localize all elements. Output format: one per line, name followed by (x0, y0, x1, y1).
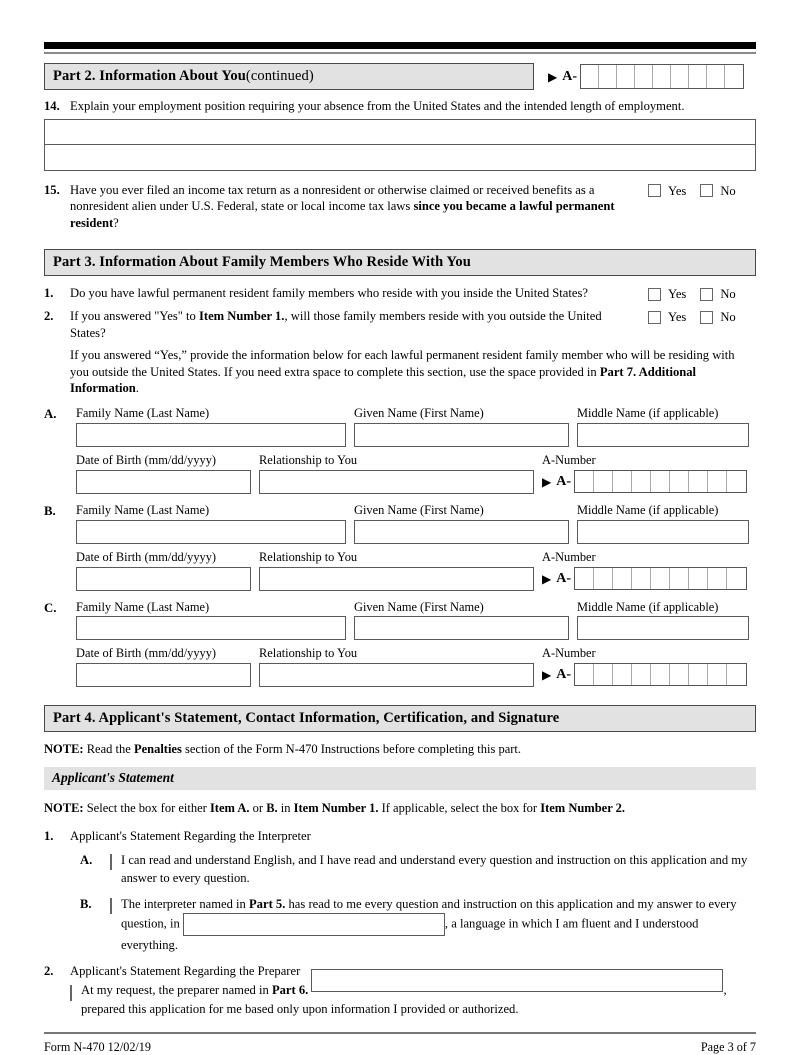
family-a-anumber-label: A-Number (542, 452, 596, 467)
family-c-lastname-label: Family Name (Last Name) (76, 599, 210, 614)
family-b-middlename-input[interactable] (577, 520, 749, 544)
family-c-relationship-label: Relationship to You (259, 646, 358, 661)
part4-item-1a-checkbox[interactable] (110, 854, 112, 870)
footer-rule (44, 1032, 756, 1035)
family-b-relationship-input[interactable] (259, 567, 534, 591)
item-14-text: Explain your employment position requiring your absence from the United States and the intended length of employment. (70, 99, 685, 113)
part2-anumber-group (548, 63, 744, 90)
family-a-dob-input[interactable] (76, 470, 251, 494)
part3-item-2 (44, 308, 756, 341)
part4-note-penalties: NOTE: Read the Penalties section of the Form N-470 Instructions before completing this part. (44, 742, 522, 757)
family-c-anumber-input[interactable] (574, 663, 747, 686)
family-c-middlename-input[interactable] (577, 616, 749, 640)
part4-item-1a-text: I can read and understand English, and I have read and understand every question and instruction on this application and my answer to every question. (121, 853, 748, 886)
part3-item-1-yesno-group (648, 285, 756, 303)
part4-item-1-number: 1. (44, 828, 54, 843)
footer (44, 1040, 756, 1055)
footer-page-number: Page 3 of 7 (700, 1040, 756, 1055)
part4-item-1a-letter: A. (80, 853, 93, 868)
family-b-anumber-input[interactable] (574, 567, 747, 590)
family-block-b-letter: B. (44, 503, 56, 518)
part4-note-select-box: NOTE: Select the box for either Item A. or B. in Item Number 1. If applicable, select the box for Item Number 2. (44, 800, 626, 815)
top-rule-thick (44, 42, 756, 49)
family-b-firstname-input[interactable] (354, 520, 569, 544)
family-c-anumber-label: A-Number (542, 646, 596, 661)
part4-item-1b-language-input[interactable] (183, 913, 445, 936)
family-a-anumber-prefix: A- (556, 473, 572, 489)
part4-header-row (44, 705, 756, 732)
part4-item-1 (44, 827, 756, 845)
part3-item-1-yes-checkbox[interactable] (648, 288, 661, 301)
item-15-yes-label: Yes (668, 183, 687, 198)
part4-item-2 (44, 962, 756, 1018)
part4-item-2-number: 2. (44, 964, 54, 979)
part4-item-2-text: At my request, the preparer named in Part 6. , prepared this application for me based only upon information I provided or authorized. (81, 981, 727, 1018)
family-a-relationship-input[interactable] (259, 470, 534, 494)
part2-title: Part 2. Information About You (53, 68, 246, 84)
item-15-no-checkbox[interactable] (700, 184, 713, 197)
family-c-dob-input[interactable] (76, 663, 251, 687)
family-a-lastname-input[interactable] (76, 423, 346, 447)
part3-header-bar (44, 249, 756, 276)
triangle-icon: ▶ (542, 668, 552, 683)
part3-instruction: If you answered “Yes,” provide the information below for each lawful permanent resident family member who will be residing with you outside the United States. If you need extra space to complete this section, use the space provided in Part 7. Additional Information. (70, 348, 735, 396)
family-a-firstname-input[interactable] (354, 423, 569, 447)
part3-item-1-yes-label: Yes (668, 287, 687, 302)
family-a-firstname-label: Given Name (First Name) (354, 406, 484, 421)
family-block-a (44, 406, 756, 494)
part3-item-2-no-label: No (720, 310, 736, 325)
family-c-middlename-label: Middle Name (if applicable) (577, 599, 719, 614)
part4-item-1-option-a (44, 851, 756, 888)
family-b-middlename-label: Middle Name (if applicable) (577, 502, 719, 517)
part3-item-2-number: 2. (44, 309, 54, 324)
family-block-c (44, 600, 756, 688)
part4-item-1b-text: The interpreter named in Part 5. has read to me every question and instruction on this application and my answer to every question, in , a language in which I am fluent and I understood everything. (121, 896, 737, 952)
part2-continued: (continued) (245, 68, 314, 84)
a-number-prefix: A- (562, 68, 578, 84)
a-number-input[interactable] (580, 64, 744, 89)
family-c-firstname-label: Given Name (First Name) (354, 599, 484, 614)
item-15-yesno-group (648, 182, 756, 200)
part3-item-2-yes-label: Yes (668, 310, 687, 325)
item-15-text: Have you ever filed an income tax return as a nonresident or otherwise claimed or received benefits as a nonresident alien under U.S. Federal, state or local income tax laws since you became a lawful permanent resident? (70, 182, 615, 230)
part4-item-2-heading: Applicant's Statement Regarding the Preparer (70, 964, 301, 979)
part4-item-1-option-b (44, 895, 756, 955)
family-c-relationship-input[interactable] (259, 663, 534, 687)
family-a-relationship-label: Relationship to You (259, 452, 358, 467)
item-15-number: 15. (44, 182, 60, 197)
triangle-icon: ▶ (542, 474, 552, 489)
family-a-middlename-label: Middle Name (if applicable) (577, 406, 719, 421)
part2-header-bar (44, 63, 534, 90)
item-15-no-label: No (720, 183, 736, 198)
family-b-dob-input[interactable] (76, 567, 251, 591)
footer-form-id: Form N-470 12/02/19 (44, 1040, 151, 1055)
part3-item-2-text: If you answered "Yes" to Item Number 1., will those family members reside with you outside the United States? (70, 309, 602, 340)
family-b-anumber-prefix: A- (556, 570, 572, 586)
item-15 (44, 182, 756, 232)
part3-item-1-number: 1. (44, 286, 54, 301)
triangle-icon: ▶ (542, 571, 552, 586)
family-a-middlename-input[interactable] (577, 423, 749, 447)
top-rule-thin (44, 52, 756, 54)
part4-item-1-heading: Applicant's Statement Regarding the Interpreter (70, 828, 311, 843)
applicants-statement-subbar (44, 767, 756, 790)
part4-item-2-preparer-input[interactable] (311, 969, 723, 992)
item-14-number: 14. (44, 99, 60, 113)
part3-title: Part 3. Information About Family Members Who Reside With You (53, 254, 471, 271)
part4-item-1b-letter: B. (80, 896, 92, 911)
family-block-c-letter: C. (44, 600, 57, 615)
family-b-firstname-label: Given Name (First Name) (354, 502, 484, 517)
part3-instruction-row (44, 347, 756, 397)
family-c-lastname-input[interactable] (76, 616, 346, 640)
family-c-anumber-prefix: A- (556, 667, 572, 683)
part3-item-1-text: Do you have lawful permanent resident family members who reside with you inside the United States? (70, 286, 588, 301)
part3-item-2-yes-checkbox[interactable] (648, 311, 661, 324)
item-14-textbox-line2[interactable] (44, 145, 756, 171)
family-b-anumber-label: A-Number (542, 549, 596, 564)
part3-item-1 (44, 285, 756, 303)
family-b-dob-label: Date of Birth (mm/dd/yyyy) (76, 549, 217, 564)
part3-item-1-no-checkbox[interactable] (700, 288, 713, 301)
item-14-textbox-line1[interactable] (44, 119, 756, 145)
family-b-lastname-label: Family Name (Last Name) (76, 502, 210, 517)
part3-item-2-yesno-group (648, 308, 756, 326)
family-block-a-letter: A. (44, 407, 57, 422)
part3-item-1-no-label: No (720, 287, 736, 302)
family-c-firstname-input[interactable] (354, 616, 569, 640)
triangle-icon: ▶ (548, 69, 558, 84)
family-c-dob-label: Date of Birth (mm/dd/yyyy) (76, 646, 217, 661)
family-a-lastname-label: Family Name (Last Name) (76, 406, 210, 421)
part4-item-2-checkbox[interactable] (70, 985, 72, 1001)
item-14 (44, 98, 756, 115)
part3-item-2-no-checkbox[interactable] (700, 311, 713, 324)
applicants-statement-title: Applicant's Statement (52, 770, 174, 786)
family-a-dob-label: Date of Birth (mm/dd/yyyy) (76, 452, 217, 467)
family-a-anumber-input[interactable] (574, 470, 747, 493)
family-b-relationship-label: Relationship to You (259, 549, 358, 564)
part3-header-row (44, 249, 756, 276)
item-15-yes-checkbox[interactable] (648, 184, 661, 197)
family-b-lastname-input[interactable] (76, 520, 346, 544)
family-block-b (44, 503, 756, 591)
part4-title: Part 4. Applicant's Statement, Contact Information, Certification, and Signature (53, 710, 560, 727)
form-page (44, 0, 756, 1055)
part4-header-bar (44, 705, 756, 732)
part2-header-row (44, 63, 756, 90)
part4-item-1b-checkbox[interactable] (110, 898, 112, 914)
